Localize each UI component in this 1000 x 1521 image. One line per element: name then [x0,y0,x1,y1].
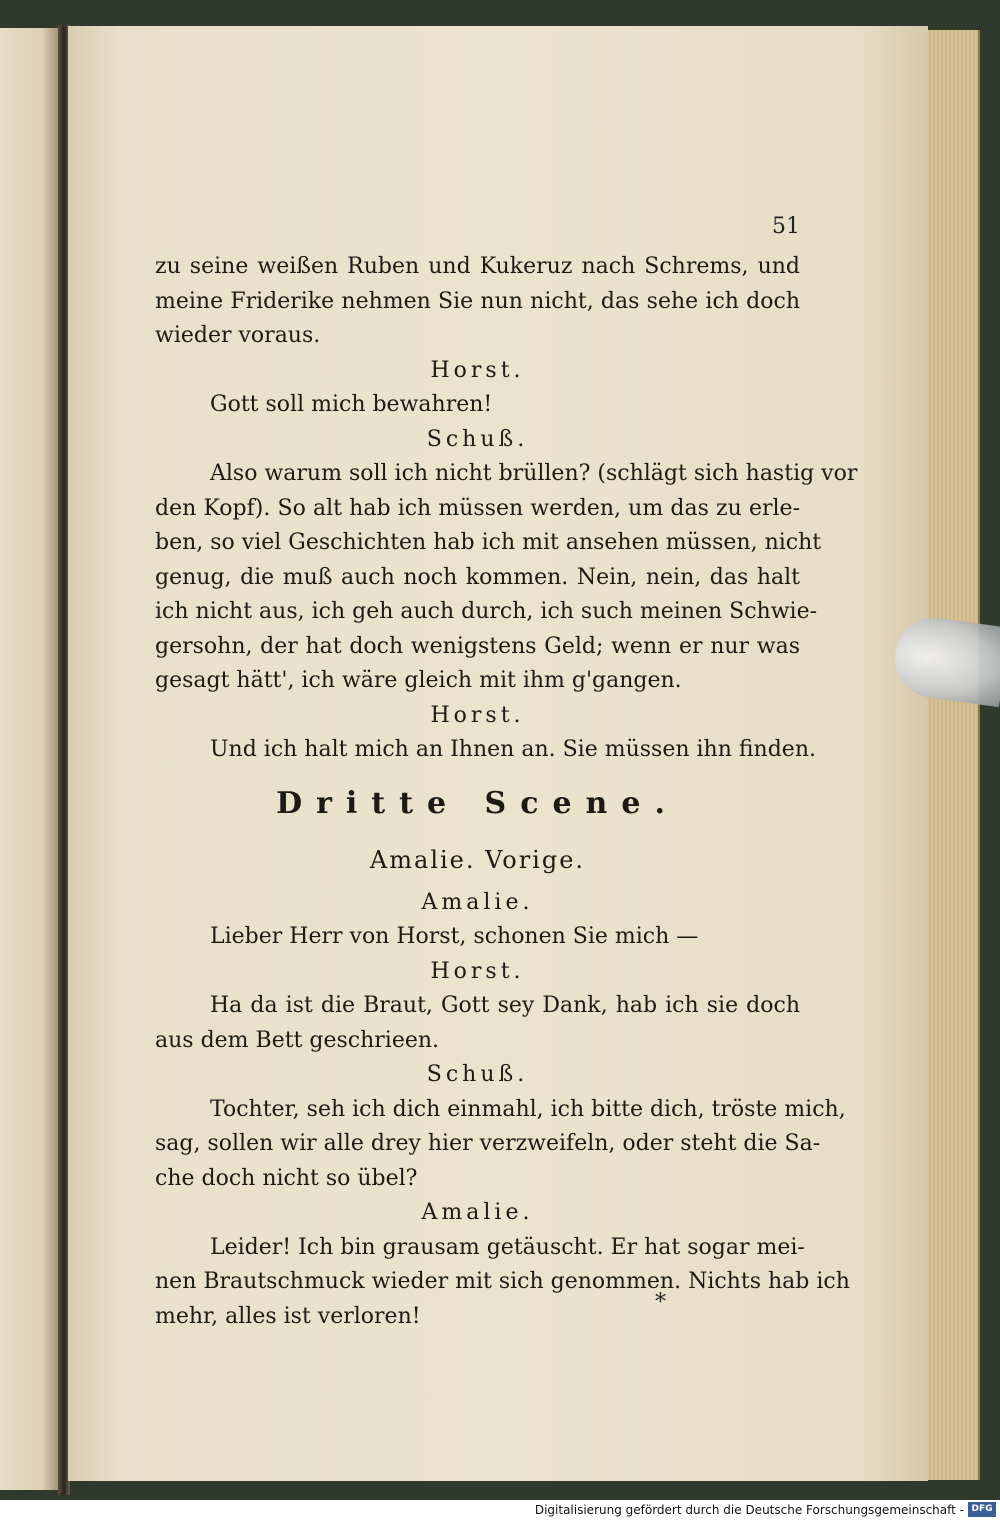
speaker-name: Horst. [430,702,525,728]
speaker-name: Horst. [430,357,525,383]
speaker-name: Schuß. [426,426,529,452]
scene-heading: Dritte Scene. [276,785,679,821]
text-line: Tochter, seh ich dich einmahl, ich bitte dich, tröste mich, [210,1096,846,1122]
text-line: ich nicht aus, ich geh auch durch, ich such meinen Schwie- [155,599,818,624]
footer-bar [0,1500,1000,1521]
text-line: gersohn, der hat doch wenigstens Geld; wenn er nur was [155,633,800,659]
dfg-logo: DFG [968,1502,996,1517]
text-line: wieder voraus. [155,323,321,348]
text-line: den Kopf). So alt hab ich müssen werden, um das zu erle- [155,495,800,521]
text-line: sag, sollen wir alle drey hier verzweifeln, oder steht die Sa- [155,1131,821,1156]
text-line: gesagt hätt', ich wäre gleich mit ihm g'gangen. [155,668,682,693]
signature-mark: * [655,1290,666,1315]
text-line: nen Brautschmuck wieder mit sich genommen. Nichts hab ich [155,1269,850,1294]
page-text [155,250,858,1334]
text-line: ben, so viel Geschichten hab ich mit ansehen müssen, nicht [155,530,822,555]
text-line: Gott soll mich bewahren! [210,392,493,417]
text-line: Und ich halt mich an Ihnen an. Sie müssen ihn finden. [210,737,816,762]
scene-cast: Amalie. Vorige. [369,845,586,874]
speaker-name: Horst. [430,958,525,984]
text-line: meine Friderike nehmen Sie nun nicht, das sehe ich doch [155,288,800,314]
text-line: Ha da ist die Braut, Gott sey Dank, hab ich sie doch [210,993,800,1018]
text-line: Also warum soll ich nicht brüllen? (schlägt sich hastig vor [210,461,858,486]
text-line: zu seine weißen Ruben und Kukeruz nach Schrems, und [155,254,800,279]
speaker-name: Amalie. [421,1200,534,1225]
text-line: aus dem Bett geschrieen. [155,1027,440,1053]
funding-credit: Digitalisierung gefördert durch die Deutsche Forschungsgemeinschaft - [534,1503,964,1517]
text-line: Lieber Herr von Horst, schonen Sie mich — [210,924,699,949]
text-line: Leider! Ich bin grausam getäuscht. Er hat sogar mei- [210,1234,805,1260]
page-stack-edges [920,30,980,1480]
text-line: genug, die muß auch noch kommen. Nein, nein, das halt [155,564,800,590]
text-line: che doch nicht so übel? [155,1165,418,1191]
speaker-name: Schuß. [426,1062,529,1087]
speaker-name: Amalie. [421,889,534,915]
text-line: mehr, alles ist verloren! [155,1303,421,1329]
page-number: 51 [772,214,800,239]
facing-page-edge [0,28,60,1490]
